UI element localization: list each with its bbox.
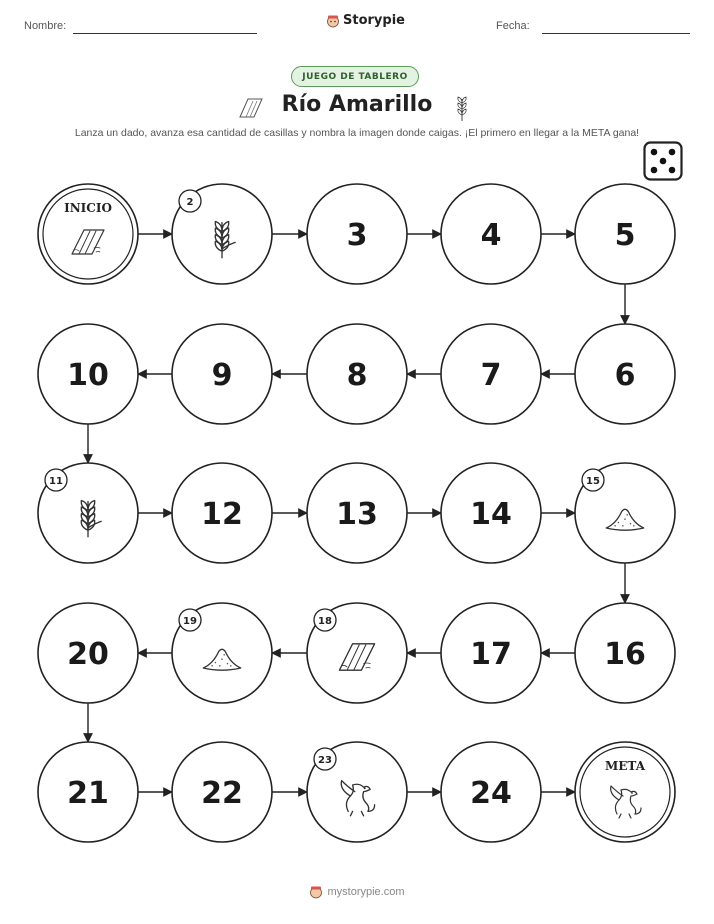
cell-number: 17 bbox=[470, 637, 512, 672]
cell-circle bbox=[38, 184, 138, 284]
cell-number: 21 bbox=[67, 776, 109, 811]
board-cell-15[interactable] bbox=[575, 463, 675, 563]
board-cell-12[interactable] bbox=[172, 463, 272, 563]
board-cell-18[interactable] bbox=[307, 603, 407, 703]
brand-name: Storypie bbox=[343, 13, 405, 28]
board-cell-24[interactable] bbox=[441, 742, 541, 842]
cell-number: 16 bbox=[604, 637, 646, 672]
name-label: Nombre: bbox=[24, 20, 67, 32]
board-cell-19[interactable] bbox=[172, 603, 272, 703]
cell-number: 10 bbox=[67, 358, 109, 393]
board-cell-22[interactable] bbox=[172, 742, 272, 842]
cell-number: 18 bbox=[318, 616, 332, 627]
cell-number: 14 bbox=[470, 497, 512, 532]
instructions: Lanza un dado, avanza esa cantidad de casillas y nombra la imagen donde caigas. ¡El primero en llegar a la META gana! bbox=[74, 127, 640, 139]
cell-number: 23 bbox=[318, 755, 332, 766]
board-cell-10[interactable] bbox=[38, 324, 138, 424]
board-cell-17[interactable] bbox=[441, 603, 541, 703]
cell-number: 7 bbox=[480, 358, 502, 393]
board-cell-4[interactable] bbox=[441, 184, 541, 284]
page-title: Río Amarillo bbox=[281, 92, 433, 117]
board-cell-6[interactable] bbox=[575, 324, 675, 424]
board-cell-inicio[interactable] bbox=[38, 184, 138, 284]
date-label: Fecha: bbox=[496, 20, 530, 32]
board-cell-7[interactable] bbox=[441, 324, 541, 424]
footer-url[interactable]: mystorypie.com bbox=[327, 886, 405, 898]
cell-number: 22 bbox=[201, 776, 243, 811]
cell-number: 20 bbox=[67, 637, 109, 672]
board-cell-23[interactable] bbox=[307, 742, 407, 842]
cell-number: 3 bbox=[346, 218, 368, 253]
board-cell-9[interactable] bbox=[172, 324, 272, 424]
cell-number: 6 bbox=[614, 358, 636, 393]
board-cell-20[interactable] bbox=[38, 603, 138, 703]
board-cell-8[interactable] bbox=[307, 324, 407, 424]
cell-number: 19 bbox=[183, 616, 197, 627]
game-type-badge: JUEGO DE TABLERO bbox=[291, 66, 419, 87]
cell-number: 8 bbox=[346, 358, 368, 393]
cell-number: 9 bbox=[211, 358, 233, 393]
cell-circle bbox=[575, 742, 675, 842]
cell-title: META bbox=[604, 759, 646, 773]
cell-number: 24 bbox=[470, 776, 512, 811]
board-cell-14[interactable] bbox=[441, 463, 541, 563]
board-cell-5[interactable] bbox=[575, 184, 675, 284]
board-cell-3[interactable] bbox=[307, 184, 407, 284]
board-cell-21[interactable] bbox=[38, 742, 138, 842]
cell-number: 2 bbox=[186, 197, 194, 208]
board-cell-16[interactable] bbox=[575, 603, 675, 703]
board-cell-2[interactable] bbox=[172, 184, 272, 284]
storypie-logo-icon bbox=[309, 885, 323, 899]
board-cell-meta[interactable] bbox=[575, 742, 675, 842]
footer bbox=[0, 885, 714, 899]
cell-number: 5 bbox=[614, 218, 636, 253]
cell-title: INICIO bbox=[64, 201, 112, 215]
board-cell-11[interactable] bbox=[38, 463, 138, 563]
cell-number: 13 bbox=[336, 497, 378, 532]
cell-number: 15 bbox=[586, 476, 600, 487]
board-cell-13[interactable] bbox=[307, 463, 407, 563]
cell-number: 12 bbox=[201, 497, 243, 532]
cell-number: 11 bbox=[49, 476, 63, 487]
cell-number: 4 bbox=[480, 218, 502, 253]
